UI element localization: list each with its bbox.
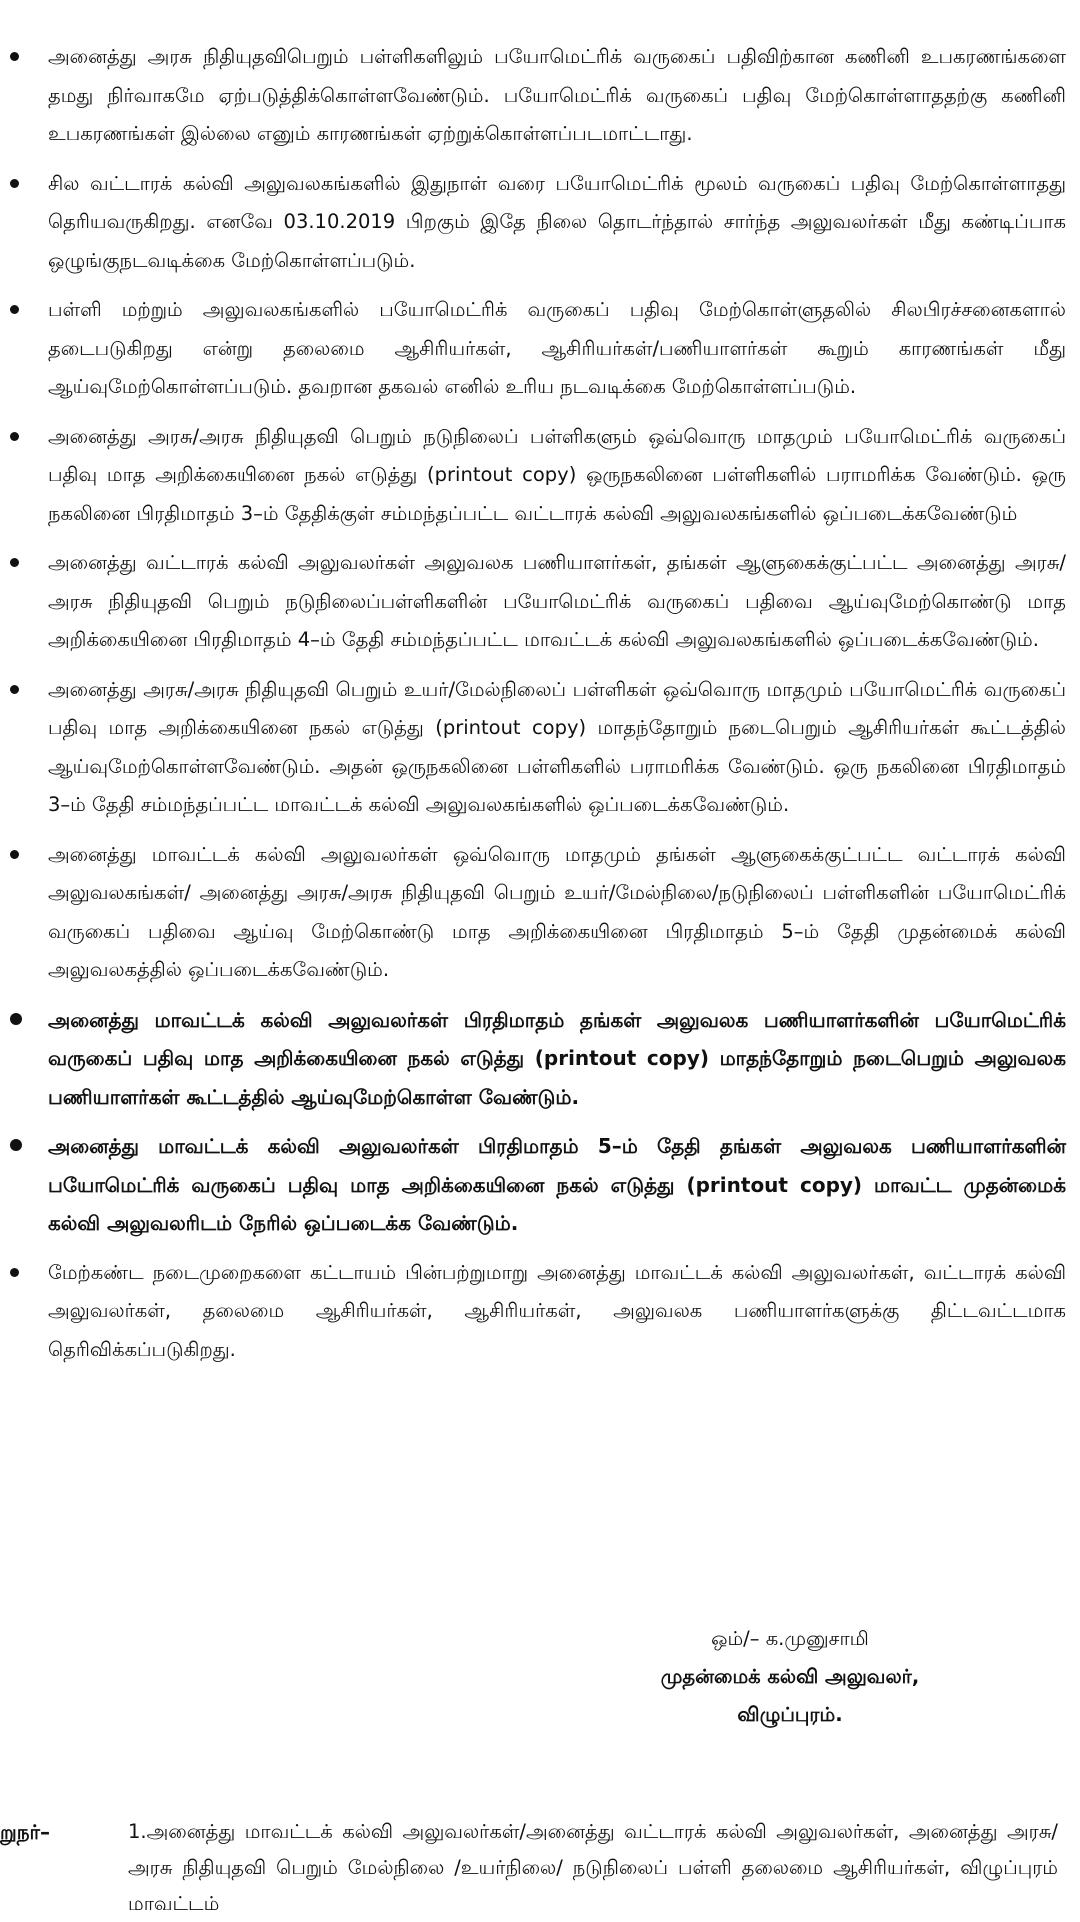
signature-designation: முதன்மைக் கல்வி அலுவலர், bbox=[660, 1665, 920, 1688]
bullet-text-1: அனைத்து அரசு நிதியுதவிபெறும் பள்ளிகளிலும் பயோமெட்ரிக் வருகைப் பதிவிற்கான கணினி உபகரணங்களை தமது நிர்வாகமே ஏற்படுத்திக்கொள்ளவேண்டும். பயோமெட்ரிக் வருகைப் பதிவு மேற்கொள்ளாததற்கு கணினி உபகரணங்கள் இல்லை எனும் காரணங்கள் ஏற்றுக்கொள்ளப்படமாட்டாது. bbox=[48, 45, 1066, 145]
bullet-item-2 bbox=[0, 165, 1080, 281]
bullet-item-7 bbox=[0, 836, 1080, 990]
bullet-dot bbox=[10, 1013, 22, 1025]
bullet-item-5 bbox=[0, 544, 1080, 660]
signature-signed: ஒம்/– க.முனுசாமி bbox=[711, 1627, 869, 1650]
bullet-text-5: அனைத்து வட்டாரக் கல்வி அலுவலர்கள் அலுவலக பணியாளர்கள், தங்கள் ஆளுகைக்குட்பட்ட அனைத்து அரசு/அரசு நிதியுதவி பெறும் நடுநிலைப்பள்ளிகளின் பயோமெட்ரிக் வருகைப் பதிவை ஆய்வுமேற்கொண்டு மாத அறிக்கையினை பிரதிமாதம் 4–ம் தேதி சம்மந்தப்பட்ட மாவட்டக் கல்வி அலுவலகங்களில் ஒப்படைக்கவேண்டும். bbox=[48, 551, 1066, 651]
signature-block bbox=[610, 1620, 970, 1734]
bullet-text-3: பள்ளி மற்றும் அலுவலகங்களில் பயோமெட்ரிக் வருகைப் பதிவு மேற்கொள்ளுதலில் சிலபிரச்சனைகளால் தடைபடுகிறது என்று தலைமை ஆசிரியர்கள், ஆசிரியர்கள்/பணியாளர்கள் கூறும் காரணங்கள் மீது ஆய்வுமேற்கொள்ளப்படும். தவறான தகவல் எனில் உரிய நடவடிக்கை மேற்கொள்ளப்படும். bbox=[48, 298, 1066, 398]
bullet-dot bbox=[10, 1139, 22, 1151]
bullet-text-8: அனைத்து மாவட்டக் கல்வி அலுவலர்கள் பிரதிமாதம் தங்கள் அலுவலக பணியாளர்களின் பயோமெட்ரிக் வருகைப் பதிவு மாத அறிக்கையினை நகல் எடுத்து (printout copy) மாதந்தோறும் நடைபெறும் அலுவலக பணியாளர்கள் கூட்டத்தில் ஆய்வுமேற்கொள்ள வேண்டும். bbox=[48, 1007, 1066, 1109]
bullet-item-4 bbox=[0, 418, 1080, 534]
bullet-dot bbox=[10, 52, 19, 61]
bullet-item-8 bbox=[0, 1001, 1080, 1117]
bullet-dot bbox=[10, 305, 19, 314]
signature-place: விழுப்புரம். bbox=[737, 1703, 843, 1726]
bullet-item-10 bbox=[0, 1254, 1080, 1370]
bullet-dot bbox=[10, 558, 19, 567]
bullet-dot bbox=[10, 685, 19, 694]
bullet-dot bbox=[10, 850, 19, 859]
bullet-text-4: அனைத்து அரசு/அரசு நிதியுதவி பெறும் நடுநிலைப் பள்ளிகளும் ஒவ்வொரு மாதமும் பயோமெட்ரிக் வருகைப் பதிவு மாத அறிக்கையினை நகல் எடுத்து (printout copy) ஒருநகலினை பள்ளிகளில் பராமரிக்க வேண்டும். ஒரு நகலினை பிரதிமாதம் 3–ம் தேதிக்குள் சம்மந்தப்பட்ட வட்டாரக் கல்வி அலுவலகங்களில் ஒப்படைக்கவேண்டும் bbox=[48, 424, 1066, 525]
bullet-dot bbox=[10, 179, 19, 188]
bullet-text-6: அனைத்து அரசு/அரசு நிதியுதவி பெறும் உயர்/மேல்நிலைப் பள்ளிகள் ஒவ்வொரு மாதமும் பயோமெட்ரிக் வருகைப் பதிவு மாத அறிக்கையினை நகல் எடுத்து (printout copy) மாதந்தோறும் நடைபெறும் ஆசிரியர்கள் கூட்டத்தில் ஆய்வுமேற்கொள்ளவேண்டும். அதன் ஒருநகலினை பள்ளிகளில் பராமரிக்க வேண்டும். ஒரு நகலினை பிரதிமாதம் 3–ம் தேதி சம்மந்தப்பட்ட மாவட்டக் கல்வி அலுவலகங்களில் ஒப்படைக்கவேண்டும். bbox=[48, 677, 1066, 816]
recipients-text: 1.அனைத்து மாவட்டக் கல்வி அலுவலர்கள்/அனைத்து வட்டாரக் கல்வி அலுவலர்கள், அனைத்து அரசு/அரசு நிதியுதவி பெறும் மேல்நிலை /உயர்நிலை/ நடுநிலைப் பள்ளி தலைமை ஆசிரியர்கள், விழுப்புரம் மாவட்டம் bbox=[128, 1820, 1058, 1915]
bullet-text-10: மேற்கண்ட நடைமுறைகளை கட்டாயம் பின்பற்றுமாறு அனைத்து மாவட்டக் கல்வி அலுவலர்கள், வட்டாரக் கல்வி அலுவலர்கள், தலைமை ஆசிரியர்கள், ஆசிரியர்கள், அலுவலக பணியாளர்களுக்கு திட்டவட்டமாக தெரிவிக்கப்படுகிறது. bbox=[48, 1260, 1066, 1361]
bullet-item-1 bbox=[0, 38, 1080, 154]
bullet-list bbox=[0, 38, 1080, 1380]
bullet-dot bbox=[10, 432, 19, 441]
bullet-item-6 bbox=[0, 671, 1080, 825]
bullet-text-2: சில வட்டாரக் கல்வி அலுவலகங்களில் இதுநாள் வரை பயோமெட்ரிக் மூலம் வருகைப் பதிவு மேற்கொள்ளாதது தெரியவருகிறது. எனவே 03.10.2019 பிறகும் இதே நிலை தொடர்ந்தால் சார்ந்த அலுவலர்கள் மீது கண்டிப்பாக ஒழுங்குநடவடிக்கை மேற்கொள்ளப்படும். bbox=[48, 171, 1066, 272]
bullet-text-7: அனைத்து மாவட்டக் கல்வி அலுவலர்கள் ஒவ்வொரு மாதமும் தங்கள் ஆளுகைக்குட்பட்ட வட்டாரக் கல்வி அலுவலகங்கள்/ அனைத்து அரசு/அரசு நிதியுதவி பெறும் உயர்/மேல்நிலை/நடுநிலைப் பள்ளிகளின் பயோமெட்ரிக் வருகைப் பதிவை ஆய்வு மேற்கொண்டு மாத அறிக்கையினை பிரதிமாதம் 5–ம் தேதி முதன்மைக் கல்வி அலுவலகத்தில் ஒப்படைக்கவேண்டும். bbox=[48, 842, 1066, 981]
bullet-text-9: அனைத்து மாவட்டக் கல்வி அலுவலர்கள் பிரதிமாதம் 5–ம் தேதி தங்கள் அலுவலக பணியாளர்களின் பயோமெட்ரிக் வருகைப் பதிவு மாத அறிக்கையினை நகல் எடுத்து (printout copy) மாவட்ட முதன்மைக் கல்வி அலுவலரிடம் நேரில் ஒப்படைக்க வேண்டும். bbox=[48, 1134, 1066, 1235]
bullet-item-3 bbox=[0, 291, 1080, 407]
bullet-item-9 bbox=[0, 1127, 1080, 1243]
recipients-label: றுநர்– bbox=[0, 1820, 50, 1844]
bullet-dot bbox=[10, 1268, 19, 1277]
